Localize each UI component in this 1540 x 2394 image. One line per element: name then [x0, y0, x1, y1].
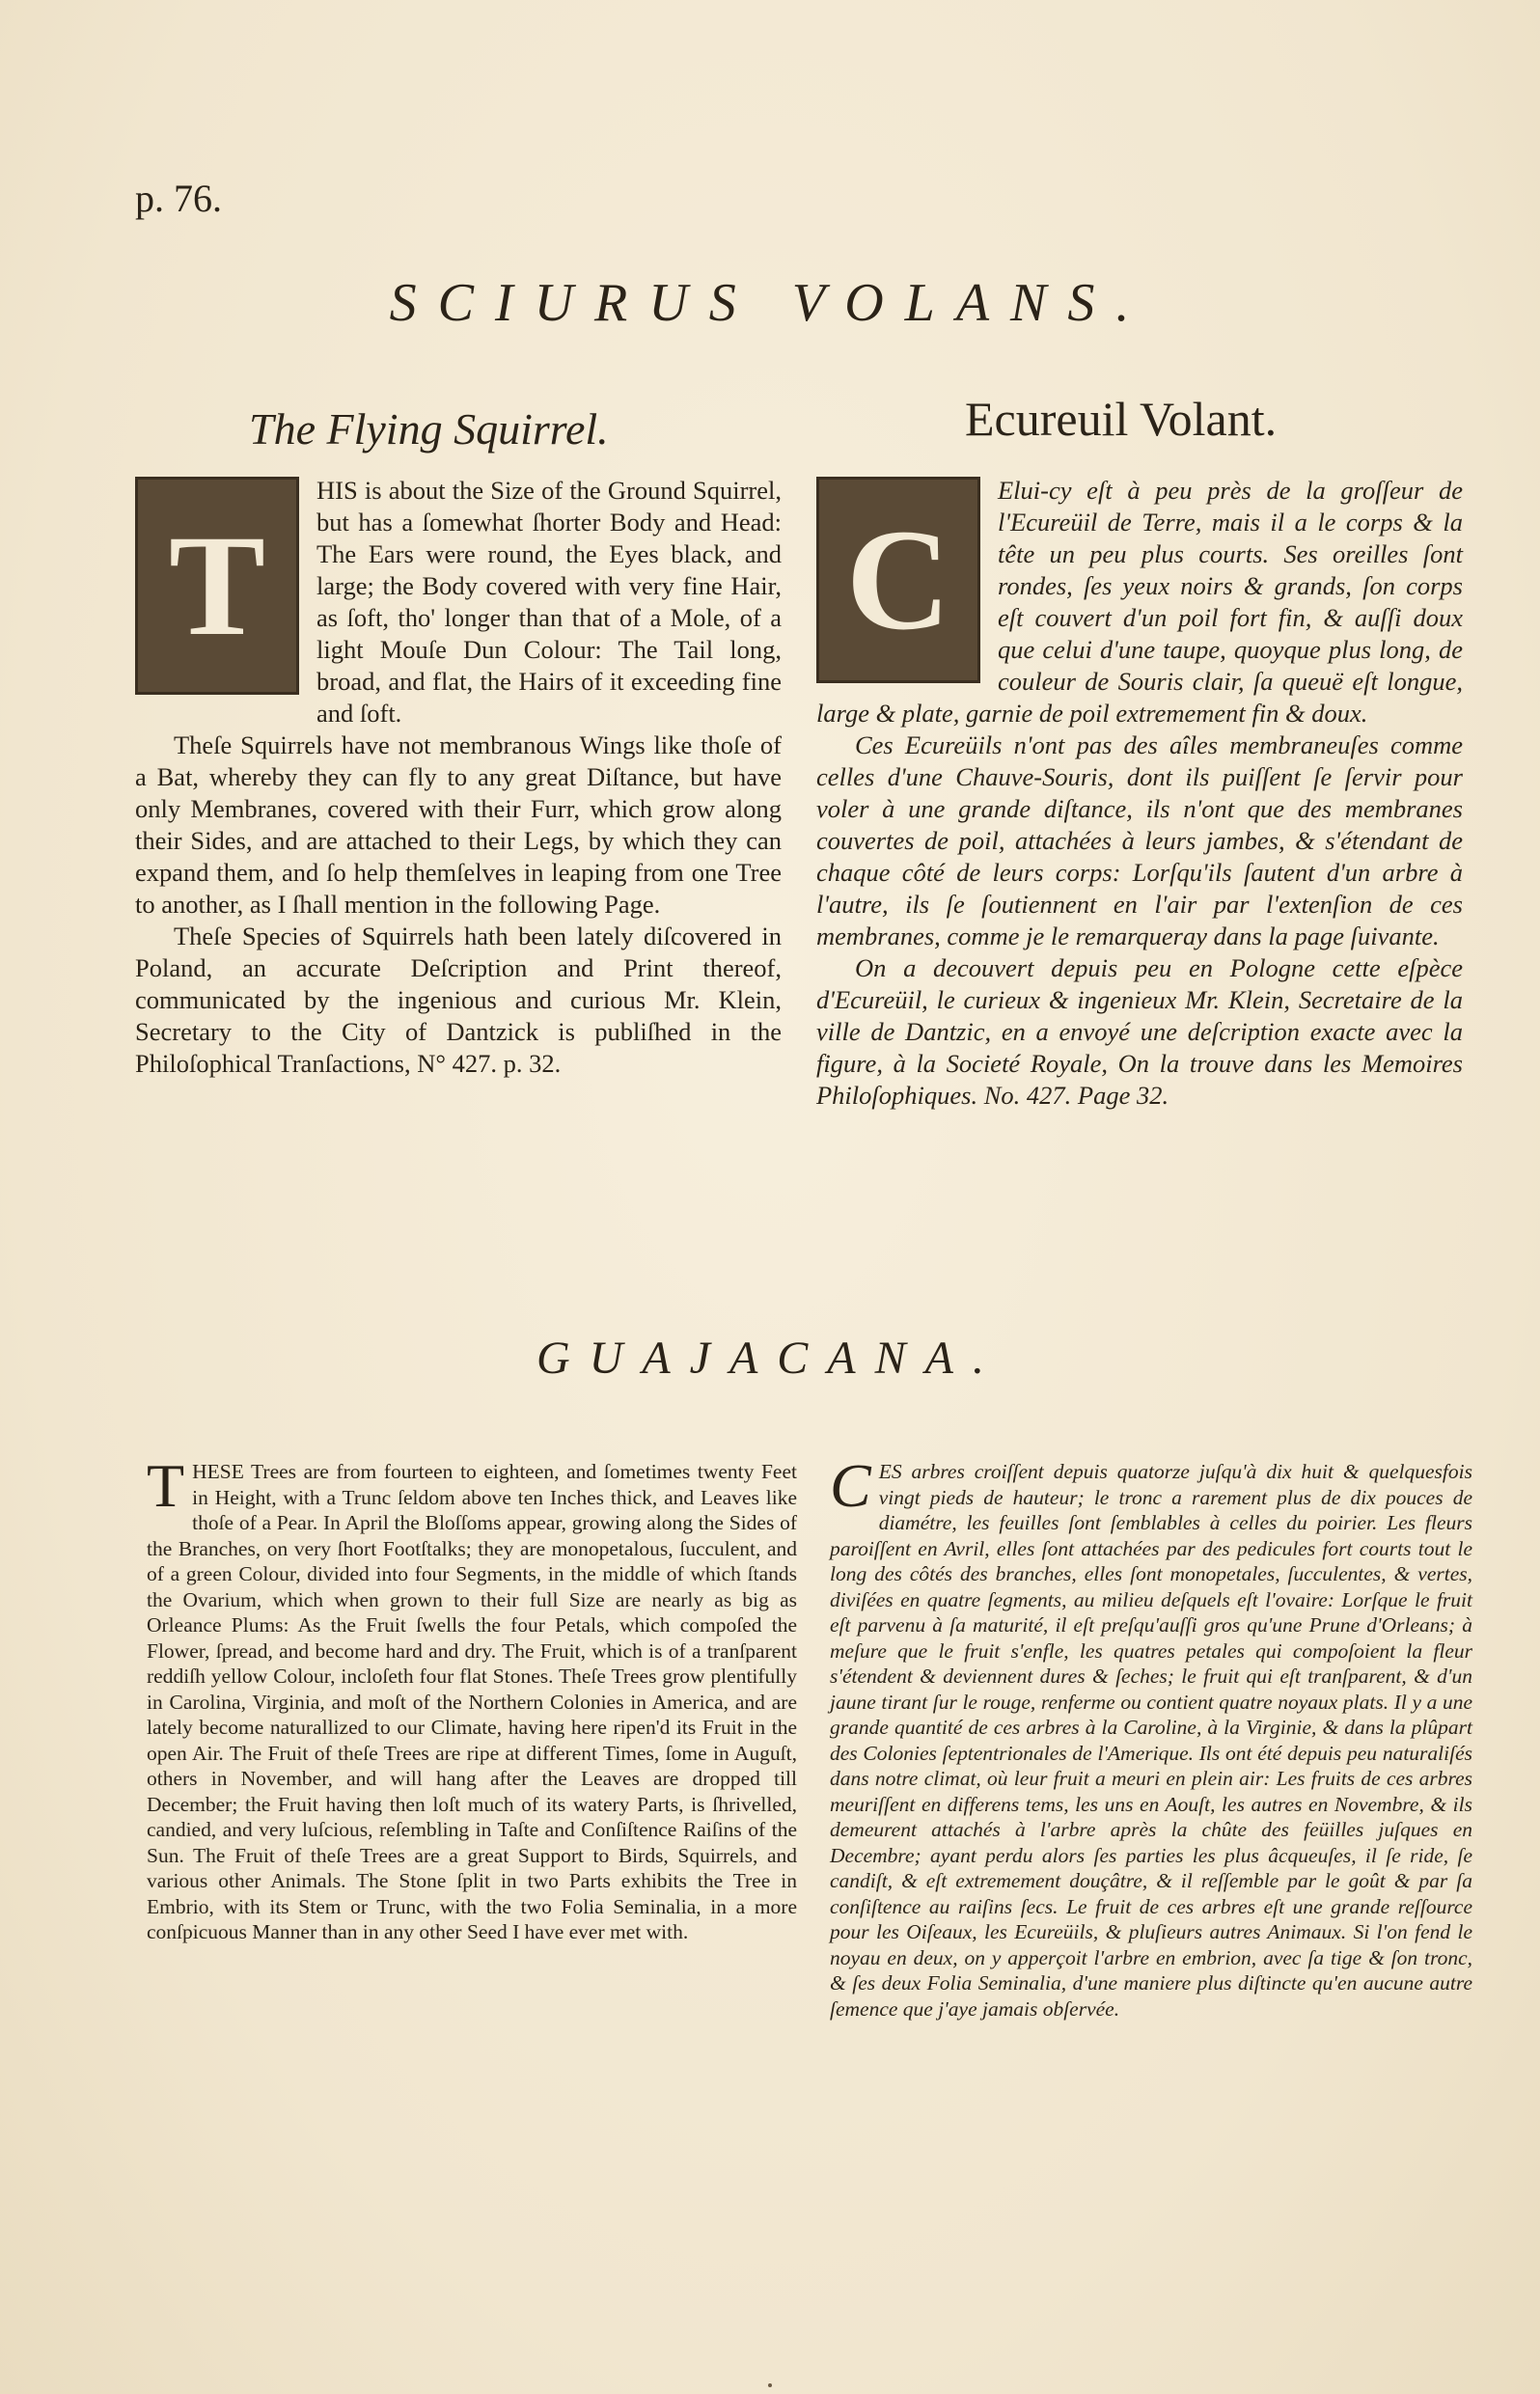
ornamental-dropcap: T [135, 477, 299, 695]
initial-letter: T [147, 1451, 185, 1520]
page-mark [768, 2383, 772, 2387]
page-number: p. 76. [135, 177, 222, 220]
column-english-guajacana [147, 1451, 797, 1945]
heading-english: The Flying Squirrel. [249, 404, 609, 454]
initial-letter: C [830, 1451, 871, 1520]
section-title-guajacana: GUAJACANA. [536, 1333, 1004, 1384]
section-title-sciurus: SCIURUS VOLANS. [389, 273, 1151, 333]
paragraph: ES arbres croiſſent depuis quatorze juſqu'à dix huit & quelquesfois vingt pieds de hauteur; le tronc a rarement plus de dix pouces de diamétre, les feuilles ſont ſemblables à celles du poirier. Les fleurs paroiſſent en Avril, elles ſont attachées par des pedicules fort courts tout le long des côtés des branches, elles ſont monopetales, ſucculentes, & vertes, diviſées en quatre ſegments, au milieu deſquels eſt l'ovaire: Lorſque le fruit eſt parvenu à ſa maturité, il eſt preſqu'auſſi gros qu'une Prune d'Orleans; à meſure que le fruit s'enfle, les quatres petales qui compoſoient la fleur s'étendent & deviennent dures & ſeches; le fruit qui eſt tranſparent, & d'un jaune tirant ſur le rouge, renferme ou contient quatre noyaux plats. Il y a une grande quantité de ces arbres à la Caroline, à la Virginie, & dans la plûpart des Colonies ſeptentrionales de l'Amerique. Ils ont été depuis peu naturaliſés dans notre climat, où leur fruit a meuri en plein air: Les fruits de ces arbres meuriſſent en differens tems, les uns en Aouſt, les autres en Novembre, & ils demeurent attachés à l'arbre après la chûte des feüilles juſques en Decembre; ayant perdu alors ſes parties les plus âcqueuſes, il ſe ride, ſe candiſt, & eſt extremement douçâtre, & il reſſemble par le goût & par ſa conſiſtence au raiſins ſecs. Le fruit de ces arbres eſt une grande reſſource pour les Oiſeaux, les Ecureüils, & pluſieurs autres Animaux. Si l'on fend le noyau en deux, on y apperçoit l'arbre en embrion, avec ſa tige & ſon tronc, & ſes deux Folia Seminalia, d'une maniere plus diſtincte qu'en aucune autre ſemence que j'aye jamais obſervée. [830, 1460, 1472, 2021]
column-french-guajacana [830, 1451, 1472, 2022]
paragraph: Theſe Squirrels have not membranous Wings like thoſe of a Bat, whereby they can fly to any great Diſtance, but have only Membranes, covered with their Furr, which grow along their Sides, and are attached to their Legs, by which they can expand them, and ſo help themſelves in leaping from one Tree to another, as I ſhall mention in the following Page. [135, 730, 782, 919]
column-french-squirrel [816, 475, 1463, 1112]
heading-french: Ecureuil Volant. [965, 392, 1278, 446]
paragraph: Theſe Species of Squirrels hath been lately diſcovered in Poland, an accurate Deſcription and Print thereof, communicated by the ingenious and curious Mr. Klein, Secretary to the City of Dantzick is publiſhed in the Philoſophical Tranſactions, N° 427. p. 32. [135, 922, 782, 1078]
paragraph: HIS is about the Size of the Ground Squirrel, but has a ſomewhat ſhorter Body and Head: The Ears were round, the Eyes black, and large; the Body covered with very fine Hair, as ſoft, tho' longer than that of a Mole, of a light Mouſe Dun Colour: The Tail long, broad, and flat, the Hairs of it exceeding fine and ſoft. [316, 476, 782, 728]
paragraph: Elui-cy eſt à peu près de la groſſeur de l'Ecureüil de Terre, mais il a le corps & la tête un peu plus courts. Ses oreilles ſont rondes, ſes yeux noirs & grands, ſon corps eſt couvert d'un poil fort fin, & auſſi doux que celui d'une taupe, quoyque plus long, de couleur de Souris clair, ſa queuë eſt longue, large & plate, garnie de poil extremement fin & doux. [816, 476, 1463, 728]
paragraph: HESE Trees are from fourteen to eighteen, and ſometimes twenty Feet in Height, with a Trunc ſeldom above ten Inches thick, and Leaves like thoſe of a Pear. In April the Bloſſoms appear, growing along the Sides of the Branches, on very ſhort Footſtalks; they are monopetalous, ſucculent, and of a green Colour, divided into four Segments, in the middle of which ſtands the Ovarium, which when grown to their full Size are nearly as big as Orleance Plums: As the Fruit ſwells the four Petals, which compoſed the Flower, ſpread, and become hard and dry. The Fruit, which is of a tranſparent reddiſh yellow Colour, incloſeth four flat Stones. Theſe Trees grow plentifully in Carolina, Virginia, and moſt of the Northern Colonies in America, and are lately become naturallized to our Climate, having here ripen'd its Fruit in the open Air. The Fruit of theſe Trees are ripe at different Times, ſome in Auguſt, others in November, and will hang after the Leaves are dropped till December; the Fruit having then loſt much of its watery Parts, is ſhrivelled, candied, and very luſcious, reſembling in Taſte and Conſiſtence Raiſins of the Sun. The Fruit of theſe Trees are a great Support to Birds, Squirrels, and various other Animals. The Stone ſplit in two Parts exhibits the Tree in Embrio, with its Stem or Trunc, with the two Folia Seminalia, in a more conſpicuous Manner than in any other Seed I have ever met with. [147, 1460, 797, 1943]
paragraph: On a decouvert depuis peu en Pologne cette eſpèce d'Ecureüil, le curieux & ingenieux Mr. Klein, Secretaire de la ville de Dantzic, en a envoyé une deſcription exacte avec la figure, à la Societé Royale, On la trouve dans les Memoires Philoſophiques. No. 427. Page 32. [816, 953, 1463, 1110]
paragraph: Ces Ecureüils n'ont pas des aîles membraneuſes comme celles d'une Chauve-Souris, dont ils puiſſent ſe ſervir pour voler à une grande diſtance, ils n'ont que des membranes couvertes de poil, attachées à leurs jambes, & s'étendant de chaque côté de leurs corps: Lorſqu'ils ſautent d'un arbre à l'autre, ils ſe ſoutiennent en l'air par l'extenſion de ces membranes, comme je le remarqueray dans la page ſuivante. [816, 730, 1463, 950]
ornamental-dropcap: C [816, 477, 980, 683]
column-english-squirrel [135, 475, 782, 1080]
